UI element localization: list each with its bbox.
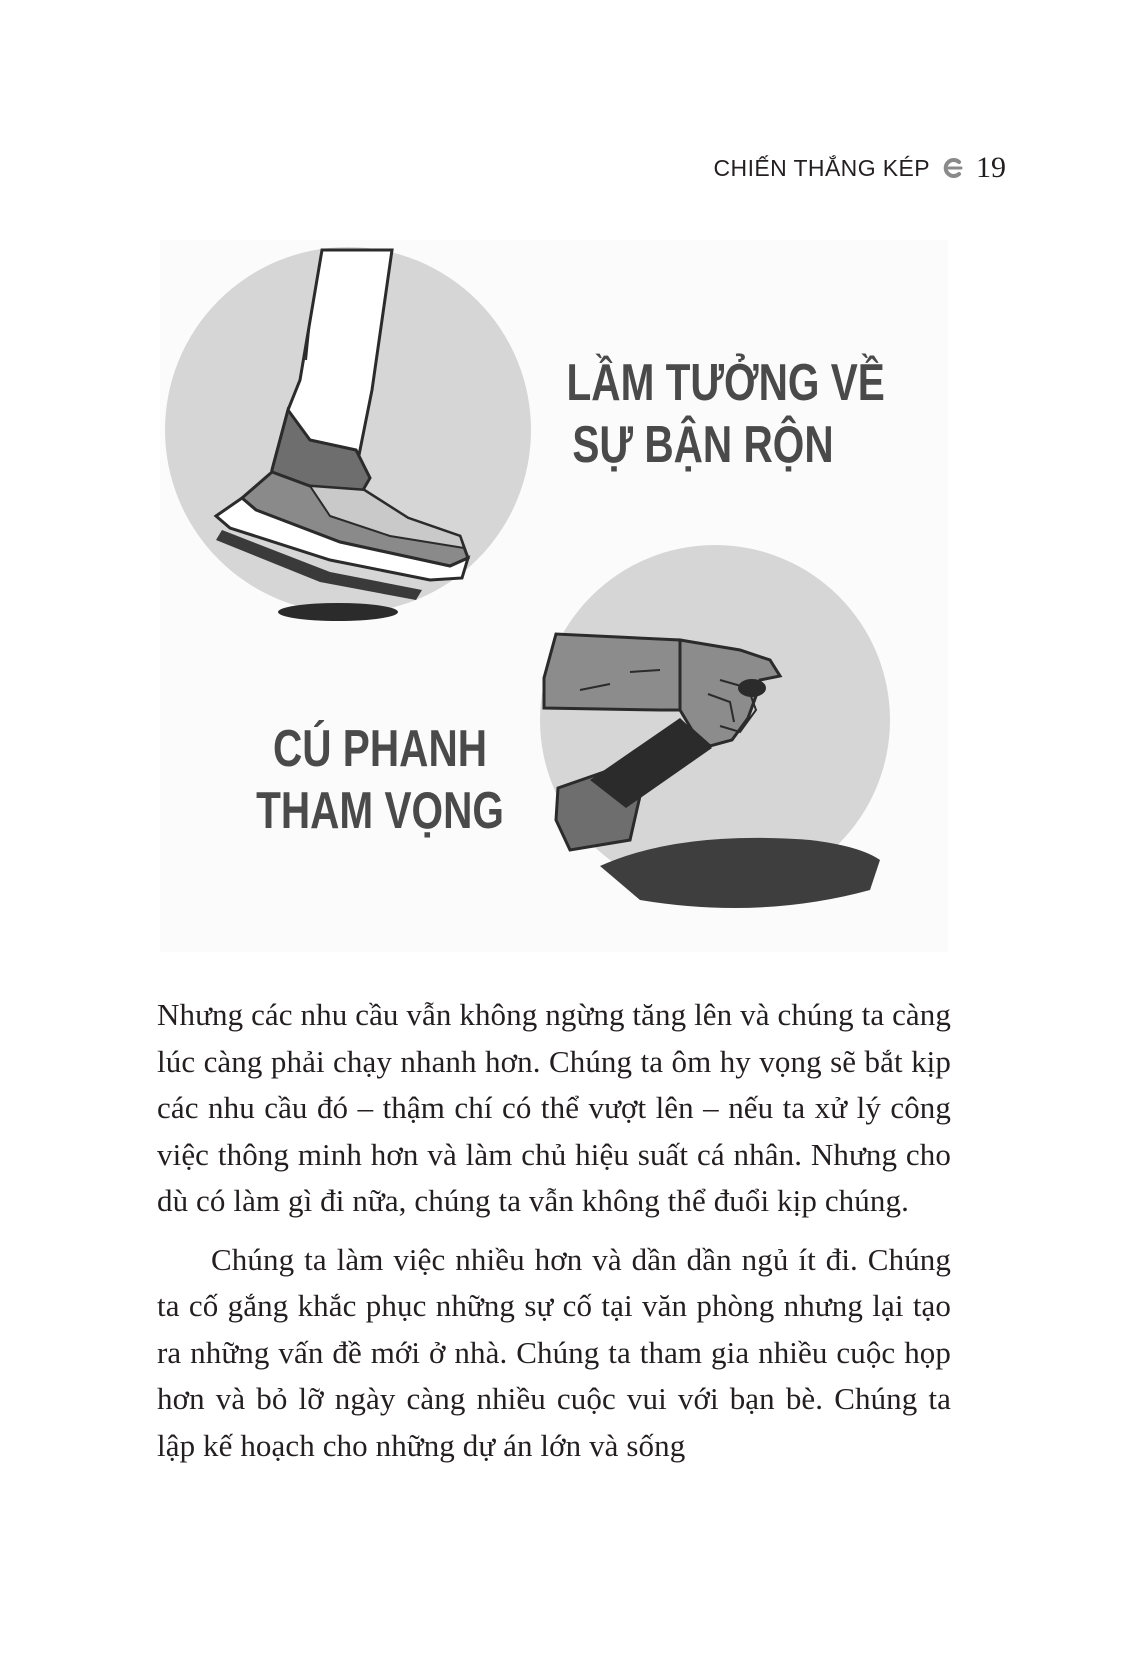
ambition-brake-heading-line1: CÚ PHANH	[272, 720, 488, 778]
running-title: CHIẾN THẮNG KÉP	[713, 154, 930, 181]
body-text	[157, 992, 951, 1481]
busy-myth-heading	[566, 352, 885, 477]
section-marker-icon	[940, 155, 966, 181]
paragraph-1: Nhưng các nhu cầu vẫn không ngừng tăng lên và chúng ta càng lúc càng phải chạy nhanh hơn. Chúng ta ôm hy vọng sẽ bắt kịp các nhu cầu đó – thậm chí có thể vượt lên – nếu ta xử lý công việc thông minh hơn và làm chủ hiệu suất cá nhân. Nhưng cho dù có làm gì đi nữa, chúng ta vẫn không thể đuổi kịp chúng.	[157, 997, 951, 1218]
handbrake-hand-icon	[540, 545, 890, 908]
busy-myth-heading-line2: SỰ BẬN RỘN	[572, 416, 834, 475]
page-number: 19	[976, 151, 1006, 184]
running-shoe-icon	[165, 247, 531, 621]
running-header	[714, 150, 1006, 186]
ambition-brake-heading	[244, 718, 517, 843]
paragraph-2: Chúng ta làm việc nhiều hơn và dần dần ngủ ít đi. Chúng ta cố gắng khắc phục những sự cố tại văn phòng nhưng lại tạo ra những vấn đề mới ở nhà. Chúng ta tham gia nhiều cuộc họp hơn và bỏ lỡ ngày càng nhiều cuộc vui với bạn bè. Chúng ta lập kế hoạch cho những dự án lớn và sống	[157, 1241, 951, 1463]
chapter-illustration	[160, 240, 948, 952]
ambition-brake-heading-line2: THAM VỌNG	[256, 782, 504, 841]
busy-myth-heading-line1: LẦM TƯỞNG VỀ	[566, 354, 885, 412]
